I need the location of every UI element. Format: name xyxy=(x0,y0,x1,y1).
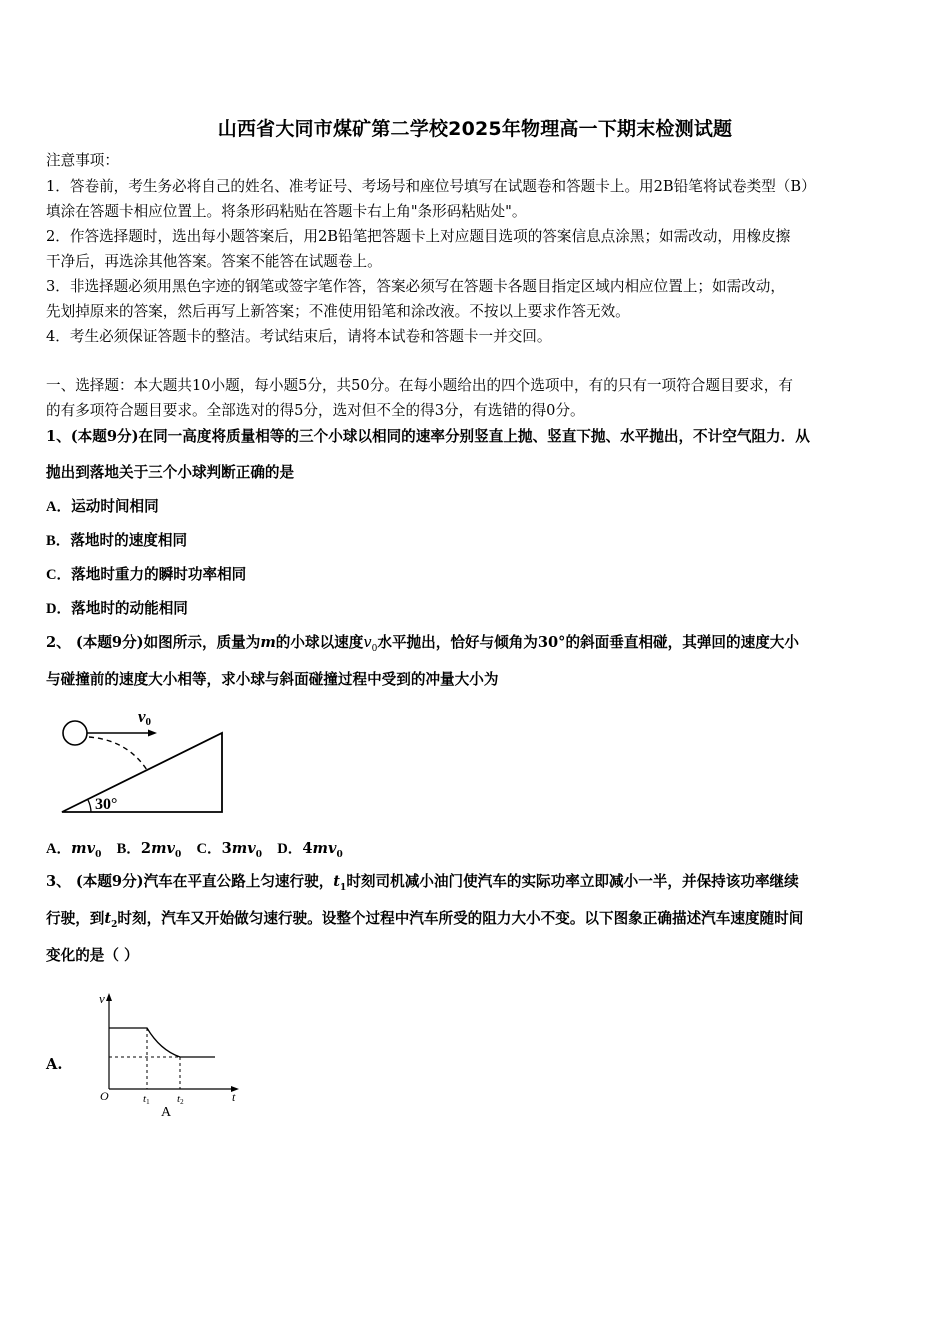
q2-stem-part-b: 的小球以速度 xyxy=(275,634,364,651)
trajectory-dashed-path xyxy=(89,737,147,770)
q3-stem-line-2 xyxy=(46,909,803,935)
notice-item-1-line-2: 填涂在答题卡相应位置上。将条形码粘贴在答题卡右上角"条形码粘贴处"。 xyxy=(46,203,527,220)
angle-arc xyxy=(88,800,91,812)
q3-option-a-graph xyxy=(95,985,250,1120)
section-intro-line-1: 一、选择题：本大题共10小题，每小题5分，共50分。在每小题给出的四个选项中，有的只有一项符合题目要求，有 xyxy=(46,377,793,394)
ball-icon xyxy=(63,721,87,745)
q1-option-a-label: A． xyxy=(46,499,72,515)
origin-label: O xyxy=(100,1089,109,1103)
q1-option-d xyxy=(46,599,188,619)
q3-stem-part-b: 时刻司机减小油门使汽车的实际功率立即减小一半，并保持该功率继续 xyxy=(346,873,799,890)
q2-velocity-subscript: 0 xyxy=(371,643,378,654)
q3-t2-symbol: t xyxy=(104,910,112,927)
q3-stem-part-c: 行驶，到 xyxy=(46,910,105,927)
q2-option-a: A．$mv_0$ xyxy=(46,840,102,860)
y-axis-label: v xyxy=(99,991,105,1006)
section-intro-line-2: 的有多项符合题目要求。全部选对的得5分，选对但不全的得3分，有选错的得0分。 xyxy=(46,402,585,419)
q2-mass-symbol: m xyxy=(260,634,276,651)
q2-stem-line-1 xyxy=(46,633,799,659)
t1-tick-label: t1 xyxy=(143,1093,150,1106)
q1-option-d-label: D． xyxy=(46,601,72,617)
q2-options-row xyxy=(46,839,343,865)
q2-option-c: C．$3mv_0$ xyxy=(196,840,262,860)
velocity-arrowhead-icon xyxy=(148,730,157,737)
q1-option-b xyxy=(46,531,187,551)
q3-t2-subscript: 2 xyxy=(111,919,118,930)
q2-stem-line-2: 与碰撞前的速度大小相等，求小球与斜面碰撞过程中受到的冲量大小为 xyxy=(46,671,499,688)
notice-item-3-line-2: 先划掉原来的答案，然后再写上新答案；不准使用铅笔和涂改液。不按以上要求作答无效。 xyxy=(46,303,630,320)
velocity-curve xyxy=(109,1028,215,1057)
q1-option-a-text: 运动时间相同 xyxy=(71,498,159,515)
q1-option-c-label: C． xyxy=(46,567,72,583)
x-axis-label: t xyxy=(232,1090,236,1104)
q3-stem-part-a: 3、 (本题9分)汽车在平直公路上匀速行驶， xyxy=(46,873,334,890)
incline-triangle xyxy=(62,733,222,812)
q1-option-b-text: 落地时的速度相同 xyxy=(70,532,188,549)
velocity-label: v0 xyxy=(138,707,152,728)
q2-option-b: B．$2mv_0$ xyxy=(116,840,182,860)
q3-option-a-label: A. xyxy=(46,1056,63,1073)
q2-incline-figure xyxy=(55,700,235,818)
notice-item-2-line-1: 2．作答选择题时，选出每小题答案后，用2B铅笔把答题卡上对应题目选项的答案信息点涂黑；如需改动，用橡皮擦 xyxy=(46,228,791,245)
q3-stem-line-3: 变化的是（ ） xyxy=(46,947,139,964)
q3-stem-line-1 xyxy=(46,872,799,898)
angle-label: 30° xyxy=(95,796,118,813)
q3-t1-symbol: t xyxy=(333,873,341,890)
q1-option-b-label: B． xyxy=(46,533,71,549)
q2-option-d: D．$4mv_0$ xyxy=(277,840,343,860)
q3-t1-subscript: 1 xyxy=(340,882,347,893)
q1-option-c xyxy=(46,565,246,585)
q2-stem-part-a: 2、 (本题9分)如图所示，质量为 xyxy=(46,634,261,651)
notice-heading: 注意事项： xyxy=(46,152,119,169)
q2-stem-part-c: 水平抛出，恰好与倾角为30°的斜面垂直相碰，其弹回的速度大小 xyxy=(377,634,799,651)
graph-caption: A xyxy=(161,1105,172,1120)
q3-stem-part-d: 时刻，汽车又开始做匀速行驶。设整个过程中汽车所受的阻力大小不变。以下图象正确描述汽车速度随时间 xyxy=(117,910,804,927)
page-title: 山西省大同市煤矿第二学校2025年物理高一下期末检测试题 xyxy=(217,118,733,140)
q1-option-c-text: 落地时重力的瞬时功率相同 xyxy=(71,566,247,583)
q1-stem-line-2: 抛出到落地关于三个小球判断正确的是 xyxy=(46,464,295,481)
notice-item-1-line-1: 1．答卷前，考生务必将自己的姓名、准考证号、考场号和座位号填写在试题卷和答题卡上。用2B铅笔将试卷类型（B） xyxy=(46,178,816,195)
q2-velocity-symbol: v xyxy=(363,634,372,651)
notice-item-3-line-1: 3．非选择题必须用黑色字迹的钢笔或签字笔作答，答案必须写在答题卡各题目指定区域内相应位置上；如需改动， xyxy=(46,278,785,295)
notice-item-2-line-2: 干净后，再选涂其他答案。答案不能答在试题卷上。 xyxy=(46,253,382,270)
q1-option-d-text: 落地时的动能相同 xyxy=(71,600,188,617)
q1-stem-line-1: 1、(本题9分)在同一高度将质量相等的三个小球以相同的速率分别竖直上抛、竖直下抛、水平抛出，不计空气阻力．从 xyxy=(46,428,810,445)
q1-option-a xyxy=(46,497,159,517)
t2-tick-label: t2 xyxy=(177,1093,184,1106)
y-axis-arrow-icon xyxy=(106,993,112,1001)
notice-item-4: 4．考生必须保证答题卡的整洁。考试结束后，请将本试卷和答题卡一并交回。 xyxy=(46,328,552,345)
